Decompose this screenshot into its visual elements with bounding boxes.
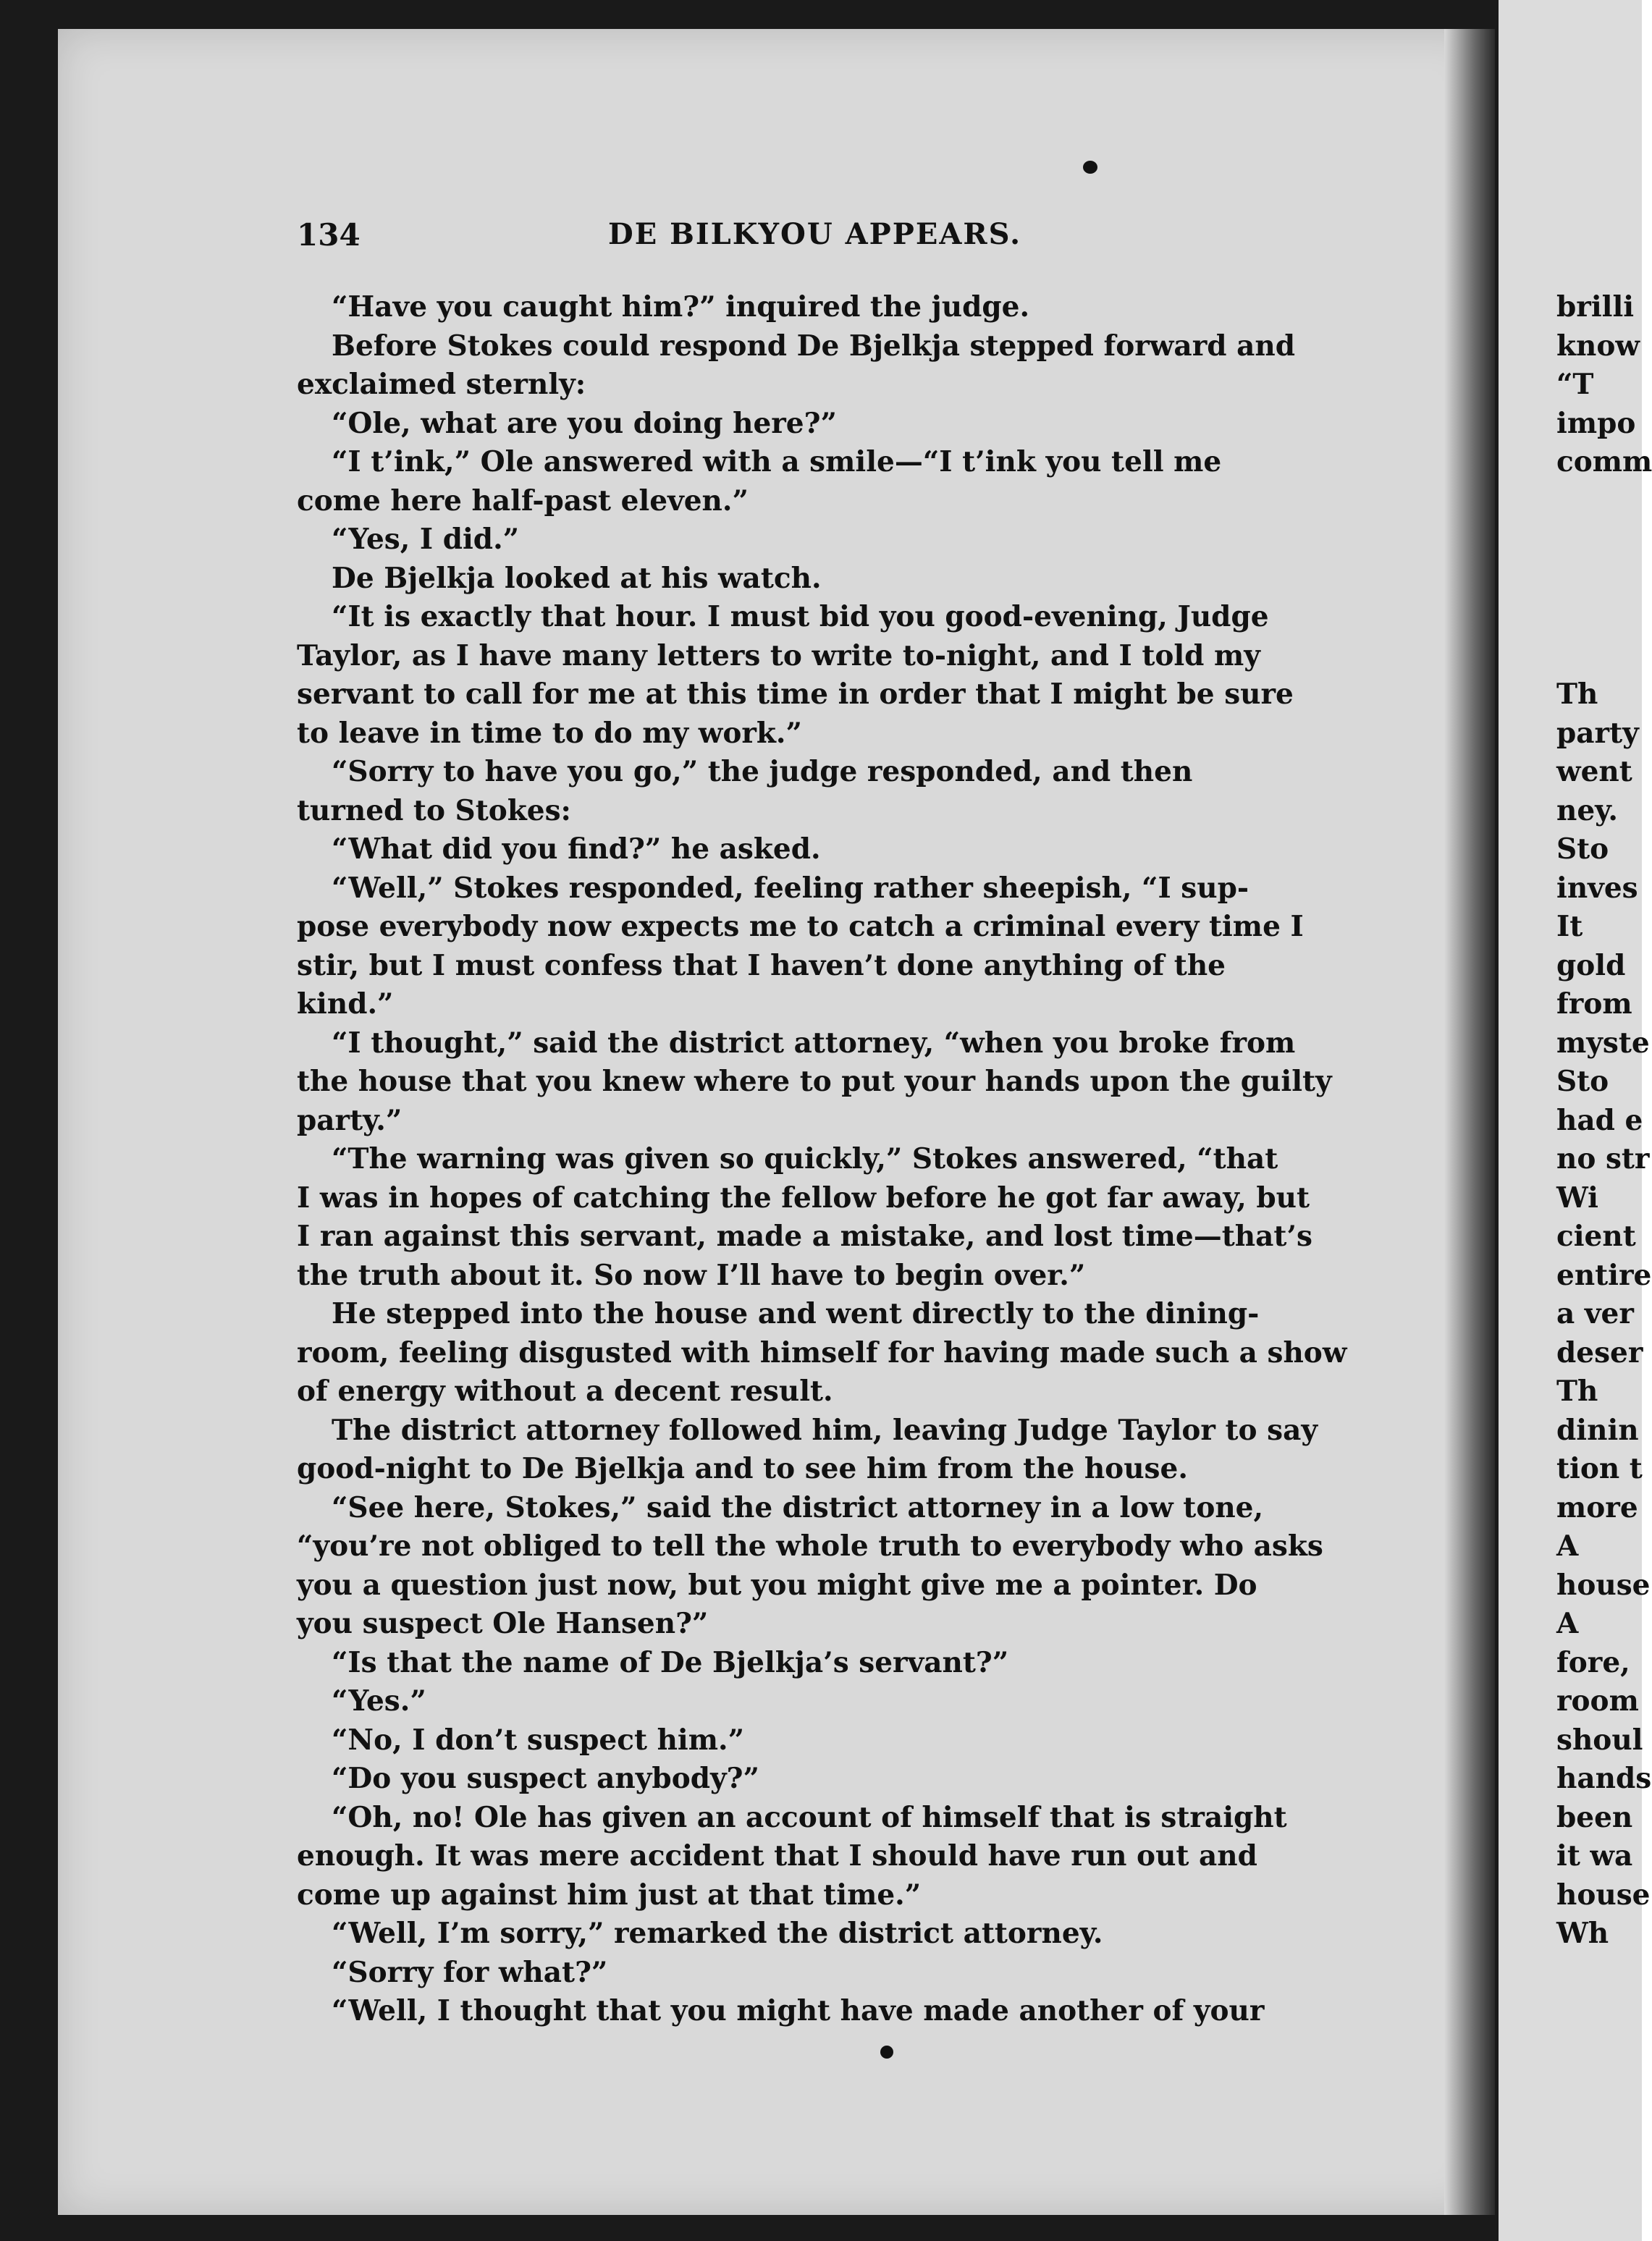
facing-text-fragment: Wi (1556, 1181, 1598, 1215)
facing-text-fragment: it wa (1556, 1839, 1633, 1873)
text-line: you a question just now, but you might give me a pointer. Do (297, 1568, 1257, 1602)
text-line: Taylor, as I have many letters to write to-night, and I told my (297, 638, 1260, 672)
facing-text-fragment: inves (1556, 871, 1638, 905)
facing-text-fragment: A (1556, 1607, 1579, 1640)
text-line: “Yes.” (332, 1684, 426, 1718)
text-line: I ran against this servant, made a mistake, and lost time—that’s (297, 1220, 1312, 1253)
facing-text-fragment: brilli (1556, 290, 1635, 324)
text-line: “Ole, what are you doing here?” (332, 406, 837, 440)
text-line: pose everybody now expects me to catch a criminal every time I (297, 910, 1304, 943)
facing-text-fragment: know (1556, 329, 1640, 363)
text-line: “Sorry to have you go,” the judge responded, and then (332, 755, 1193, 788)
text-line: the house that you knew where to put your hands upon the guilty (297, 1065, 1332, 1098)
facing-text-fragment: went (1556, 755, 1632, 788)
facing-text-fragment: It (1556, 910, 1583, 943)
text-line: good-night to De Bjelkja and to see him from the house. (297, 1452, 1188, 1485)
text-line: “Sorry for what?” (332, 1955, 608, 1989)
text-line: exclaimed sternly: (297, 368, 586, 401)
facing-text-fragment: a ver (1556, 1297, 1634, 1330)
facing-text-fragment (1556, 598, 1642, 637)
text-line: “What did you find?” he asked. (332, 832, 821, 866)
text-line: the truth about it. So now I’ll have to begin over.” (297, 1258, 1086, 1292)
text-line: “Is that the name of De Bjelkja’s servant?” (332, 1645, 1009, 1679)
facing-text-fragment: tion t (1556, 1452, 1643, 1485)
facing-text-fragment: cient (1556, 1220, 1636, 1253)
text-line: come up against him just at that time.” (297, 1878, 922, 1912)
facing-text-fragment: Sto (1556, 832, 1609, 866)
facing-text-fragment: no str (1556, 1142, 1650, 1176)
page-number: 134 (297, 217, 361, 253)
body-text (297, 288, 1361, 2031)
text-line: “No, I don’t suspect him.” (332, 1723, 745, 1757)
text-line: “Have you caught him?” inquired the judge. (332, 290, 1030, 324)
facing-text-fragment: Sto (1556, 1065, 1609, 1098)
text-line: He stepped into the house and went directly to the dining- (332, 1297, 1260, 1330)
facing-text-fragment: A (1556, 1529, 1579, 1563)
facing-text-fragment: Th (1556, 678, 1598, 711)
text-line: you suspect Ole Hansen?” (297, 1607, 709, 1640)
text-line: Before Stokes could respond De Bjelkja stepped forward and (332, 329, 1295, 363)
facing-text-fragment: party (1556, 716, 1639, 750)
facing-text-fragment: house (1556, 1878, 1651, 1912)
text-line: of energy without a decent result. (297, 1375, 833, 1408)
facing-text-fragment: Th (1556, 1375, 1598, 1408)
text-line: “I t’ink,” Ole answered with a smile—“I t’ink you tell me (332, 445, 1222, 478)
facing-text-fragment: myste (1556, 1026, 1650, 1060)
facing-text-fragment: hands (1556, 1762, 1652, 1795)
facing-page-text (1556, 288, 1652, 1954)
text-line: turned to Stokes: (297, 793, 571, 827)
facing-text-fragment: house (1556, 1568, 1651, 1602)
facing-text-fragment: from (1556, 987, 1632, 1021)
text-line: servant to call for me at this time in order that I might be sure (297, 678, 1294, 711)
text-line: “Oh, no! Ole has given an account of himself that is straight (332, 1800, 1287, 1834)
facing-text-fragment: more (1556, 1490, 1638, 1524)
page-header (297, 217, 1347, 261)
text-line: The district attorney followed him, leaving Judge Taylor to say (332, 1413, 1318, 1447)
text-line: to leave in time to do my work.” (297, 716, 802, 750)
text-line: “See here, Stokes,” said the district attorney in a low tone, (332, 1490, 1264, 1524)
facing-text-fragment (1556, 560, 1642, 599)
facing-text-fragment: “T (1556, 368, 1594, 401)
text-line: kind.” (297, 987, 394, 1021)
facing-text-fragment: comm (1556, 445, 1652, 478)
text-line: room, feeling disgusted with himself for having made such a show (297, 1335, 1347, 1370)
facing-text-fragment: deser (1556, 1335, 1643, 1370)
ink-mark (1083, 161, 1097, 174)
text-line: “Well, I thought that you might have made another of your (332, 1994, 1265, 2027)
text-line: stir, but I must confess that I haven’t done anything of the (297, 948, 1226, 982)
ink-mark (880, 2046, 893, 2059)
text-line: “It is exactly that hour. I must bid you good-evening, Judge (332, 600, 1269, 633)
facing-text-fragment: had e (1556, 1103, 1643, 1137)
text-line: come here half-past eleven.” (297, 484, 749, 518)
text-line: “The warning was given so quickly,” Stokes answered, “that (332, 1142, 1278, 1176)
text-line: “Well, I’m sorry,” remarked the district attorney. (332, 1917, 1103, 1950)
facing-text-fragment: been (1556, 1800, 1633, 1834)
text-line: I was in hopes of catching the fellow before he got far away, but (297, 1181, 1310, 1215)
text-line: party.” (297, 1103, 403, 1137)
text-line: “you’re not obliged to tell the whole truth to everybody who asks (297, 1529, 1323, 1563)
text-line: De Bjelkja looked at his watch. (332, 561, 822, 595)
facing-text-fragment: gold (1556, 948, 1626, 982)
facing-text-fragment: room (1556, 1684, 1639, 1718)
facing-text-fragment: fore, (1556, 1645, 1630, 1679)
facing-text-fragment: impo (1556, 406, 1636, 440)
facing-text-fragment: ney. (1556, 793, 1618, 827)
book-gutter (1444, 29, 1495, 2215)
running-head: DE BILKYOU APPEARS. (608, 217, 1021, 251)
text-line: “Do you suspect anybody?” (332, 1762, 759, 1795)
facing-text-fragment: Wh (1556, 1917, 1609, 1950)
facing-text-fragment (1556, 520, 1642, 560)
facing-text-fragment: dinin (1556, 1413, 1639, 1447)
facing-text-fragment: shoul (1556, 1723, 1643, 1757)
facing-text-fragment: entire (1556, 1258, 1652, 1292)
text-line: enough. It was mere accident that I should have run out and (297, 1839, 1257, 1873)
text-line: “Well,” Stokes responded, feeling rather sheepish, “I sup- (332, 871, 1249, 905)
text-line: “Yes, I did.” (332, 523, 520, 556)
text-line: “I thought,” said the district attorney, “when you broke from (332, 1026, 1296, 1060)
facing-text-fragment (1556, 637, 1642, 676)
facing-text-fragment (1556, 482, 1642, 521)
